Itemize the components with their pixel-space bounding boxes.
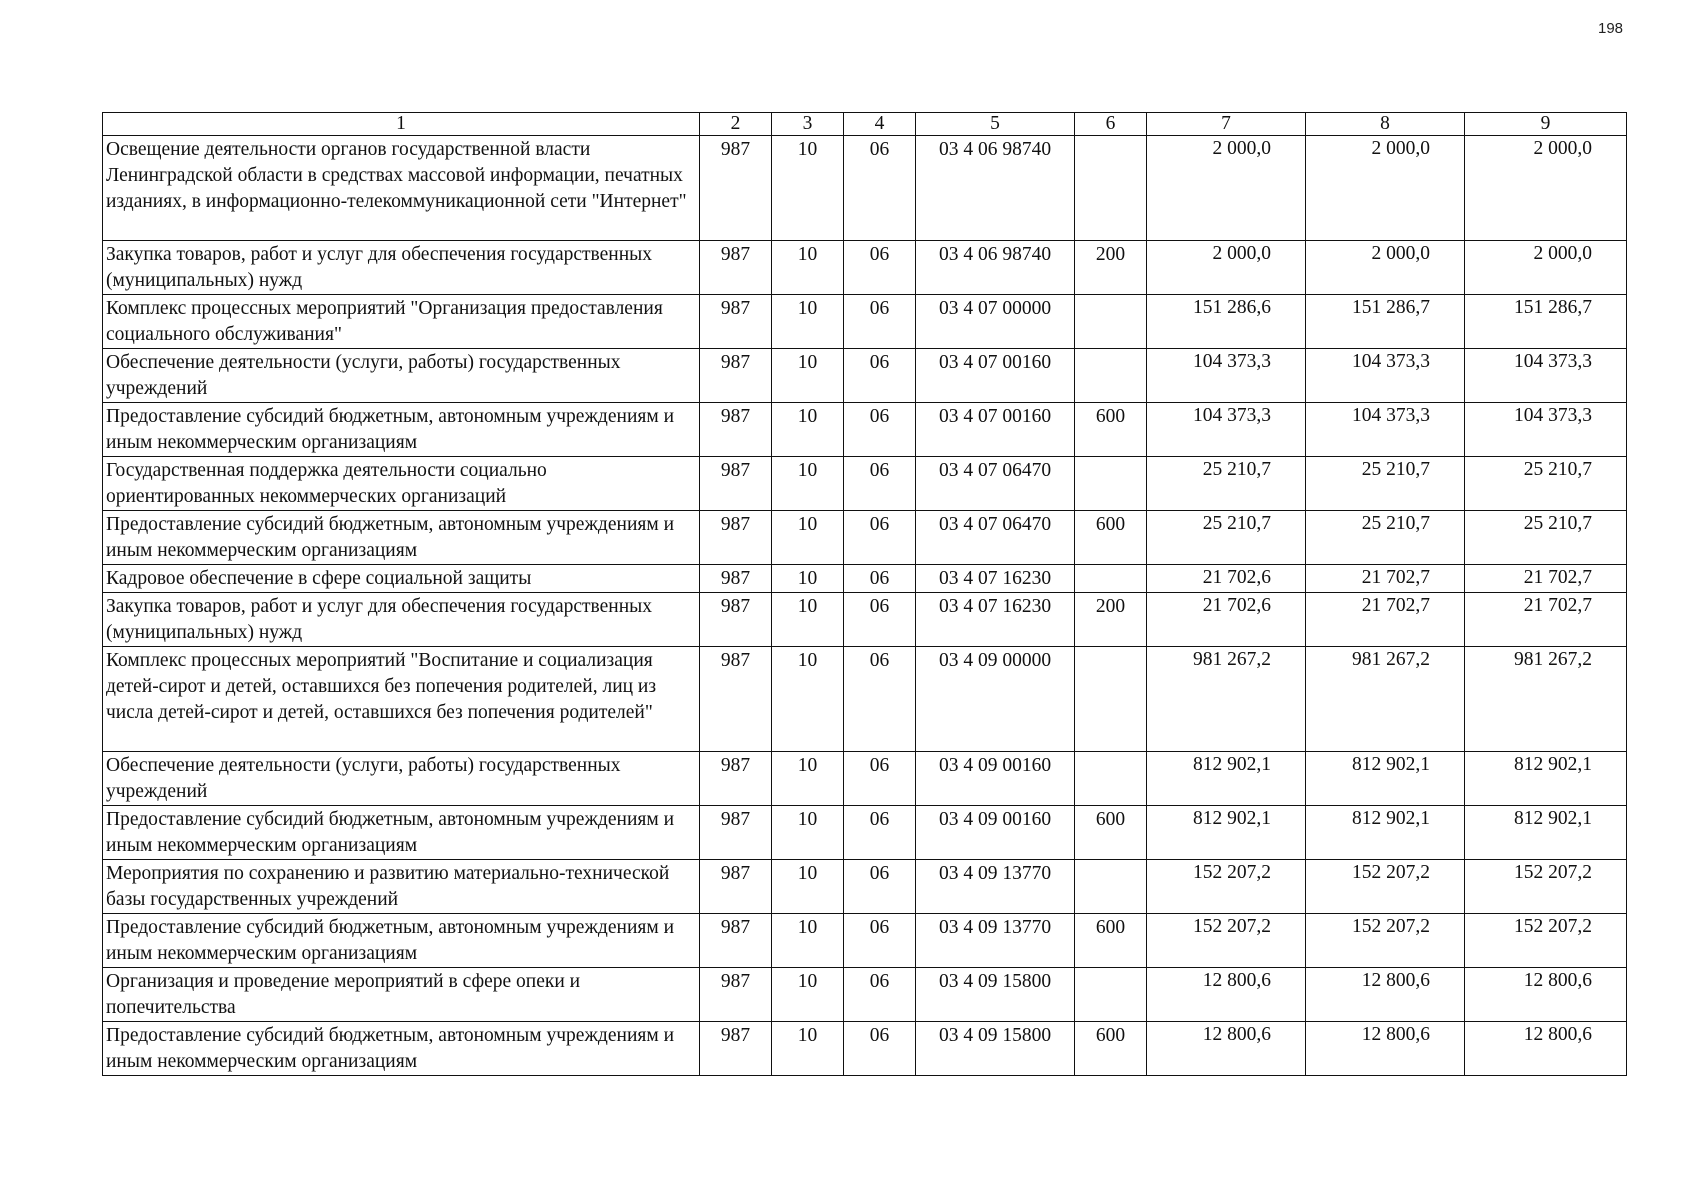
row-section-code: 10 (772, 593, 844, 647)
row-amount-col8: 152 207,2 (1306, 914, 1465, 968)
row-amount-col7: 812 902,1 (1147, 752, 1306, 806)
row-ministry-code: 987 (700, 647, 772, 752)
row-name: Предоставление субсидий бюджетным, автономным учреждениям и иным некоммерческим организациям (103, 914, 700, 968)
row-ministry-code: 987 (700, 457, 772, 511)
row-expense-type (1075, 968, 1147, 1022)
row-subsection-code: 06 (844, 1022, 916, 1076)
row-section-code: 10 (772, 647, 844, 752)
row-amount-col9: 2 000,0 (1465, 136, 1627, 241)
row-ministry-code: 987 (700, 511, 772, 565)
row-name: Комплекс процессных мероприятий "Воспитание и социализация детей-сирот и детей, оставшихся без попечения родителей, лиц из числа детей-сирот и детей, оставшихся без попечения родителей" (103, 647, 700, 752)
row-expense-type (1075, 136, 1147, 241)
row-subsection-code: 06 (844, 565, 916, 593)
row-subsection-code: 06 (844, 136, 916, 241)
row-target-article: 03 4 09 15800 (916, 1022, 1075, 1076)
row-ministry-code: 987 (700, 295, 772, 349)
row-amount-col9: 152 207,2 (1465, 914, 1627, 968)
row-amount-col7: 25 210,7 (1147, 511, 1306, 565)
row-amount-col7: 151 286,6 (1147, 295, 1306, 349)
row-expense-type (1075, 295, 1147, 349)
header-row (103, 113, 1627, 136)
row-section-code: 10 (772, 806, 844, 860)
row-amount-col7: 21 702,6 (1147, 565, 1306, 593)
header-col-9: 9 (1465, 113, 1627, 136)
row-amount-col9: 25 210,7 (1465, 457, 1627, 511)
row-amount-col7: 12 800,6 (1147, 968, 1306, 1022)
row-subsection-code: 06 (844, 752, 916, 806)
row-ministry-code: 987 (700, 806, 772, 860)
row-name: Предоставление субсидий бюджетным, автономным учреждениям и иным некоммерческим организациям (103, 511, 700, 565)
row-target-article: 03 4 09 13770 (916, 860, 1075, 914)
table-header (103, 113, 1627, 136)
row-name: Обеспечение деятельности (услуги, работы) государственных учреждений (103, 349, 700, 403)
header-col-8: 8 (1306, 113, 1465, 136)
row-target-article: 03 4 07 00160 (916, 403, 1075, 457)
row-section-code: 10 (772, 565, 844, 593)
row-name: Освещение деятельности органов государственной власти Ленинградской области в средствах массовой информации, печатных изданиях, в информационно-телекоммуникационной сети "Интернет" (103, 136, 700, 241)
row-target-article: 03 4 06 98740 (916, 241, 1075, 295)
row-ministry-code: 987 (700, 968, 772, 1022)
row-section-code: 10 (772, 403, 844, 457)
row-amount-col7: 152 207,2 (1147, 860, 1306, 914)
row-section-code: 10 (772, 511, 844, 565)
row-amount-col9: 981 267,2 (1465, 647, 1627, 752)
row-expense-type (1075, 457, 1147, 511)
row-amount-col9: 12 800,6 (1465, 968, 1627, 1022)
row-subsection-code: 06 (844, 241, 916, 295)
row-section-code: 10 (772, 860, 844, 914)
table-row (103, 593, 1627, 647)
row-amount-col8: 12 800,6 (1306, 968, 1465, 1022)
row-section-code: 10 (772, 968, 844, 1022)
row-amount-col9: 104 373,3 (1465, 349, 1627, 403)
row-target-article: 03 4 09 15800 (916, 968, 1075, 1022)
table-row (103, 968, 1627, 1022)
row-name: Организация и проведение мероприятий в сфере опеки и попечительства (103, 968, 700, 1022)
row-amount-col9: 812 902,1 (1465, 806, 1627, 860)
header-col-6: 6 (1075, 113, 1147, 136)
row-amount-col9: 2 000,0 (1465, 241, 1627, 295)
row-amount-col9: 21 702,7 (1465, 593, 1627, 647)
row-ministry-code: 987 (700, 593, 772, 647)
row-amount-col8: 21 702,7 (1306, 593, 1465, 647)
row-amount-col8: 21 702,7 (1306, 565, 1465, 593)
table-body (103, 136, 1627, 1076)
row-amount-col7: 12 800,6 (1147, 1022, 1306, 1076)
row-amount-col7: 104 373,3 (1147, 403, 1306, 457)
table-row (103, 241, 1627, 295)
row-amount-col8: 12 800,6 (1306, 1022, 1465, 1076)
row-section-code: 10 (772, 241, 844, 295)
row-amount-col9: 152 207,2 (1465, 860, 1627, 914)
row-amount-col7: 2 000,0 (1147, 241, 1306, 295)
row-amount-col7: 21 702,6 (1147, 593, 1306, 647)
row-target-article: 03 4 09 00000 (916, 647, 1075, 752)
row-amount-col8: 151 286,7 (1306, 295, 1465, 349)
header-col-2: 2 (700, 113, 772, 136)
row-section-code: 10 (772, 914, 844, 968)
row-name: Обеспечение деятельности (услуги, работы) государственных учреждений (103, 752, 700, 806)
row-target-article: 03 4 07 00000 (916, 295, 1075, 349)
row-subsection-code: 06 (844, 349, 916, 403)
row-amount-col9: 12 800,6 (1465, 1022, 1627, 1076)
table-row (103, 403, 1627, 457)
row-ministry-code: 987 (700, 565, 772, 593)
row-name: Кадровое обеспечение в сфере социальной защиты (103, 565, 700, 593)
header-col-4: 4 (844, 113, 916, 136)
row-subsection-code: 06 (844, 647, 916, 752)
page-number: 198 (1598, 20, 1624, 37)
table-row (103, 295, 1627, 349)
table-row (103, 647, 1627, 752)
row-expense-type: 600 (1075, 511, 1147, 565)
row-amount-col7: 981 267,2 (1147, 647, 1306, 752)
row-ministry-code: 987 (700, 136, 772, 241)
row-amount-col8: 25 210,7 (1306, 457, 1465, 511)
row-expense-type: 600 (1075, 403, 1147, 457)
row-subsection-code: 06 (844, 593, 916, 647)
row-section-code: 10 (772, 136, 844, 241)
row-target-article: 03 4 09 13770 (916, 914, 1075, 968)
row-amount-col8: 812 902,1 (1306, 752, 1465, 806)
table-row (103, 914, 1627, 968)
row-expense-type: 600 (1075, 914, 1147, 968)
row-ministry-code: 987 (700, 752, 772, 806)
row-ministry-code: 987 (700, 860, 772, 914)
row-ministry-code: 987 (700, 1022, 772, 1076)
row-subsection-code: 06 (844, 914, 916, 968)
row-amount-col8: 104 373,3 (1306, 403, 1465, 457)
row-amount-col9: 151 286,7 (1465, 295, 1627, 349)
row-section-code: 10 (772, 457, 844, 511)
row-ministry-code: 987 (700, 241, 772, 295)
row-expense-type (1075, 860, 1147, 914)
row-name: Закупка товаров, работ и услуг для обеспечения государственных (муниципальных) нужд (103, 593, 700, 647)
row-target-article: 03 4 07 00160 (916, 349, 1075, 403)
table-row (103, 565, 1627, 593)
row-section-code: 10 (772, 295, 844, 349)
row-amount-col7: 25 210,7 (1147, 457, 1306, 511)
row-expense-type (1075, 349, 1147, 403)
table-row (103, 806, 1627, 860)
table-row (103, 349, 1627, 403)
row-name: Комплекс процессных мероприятий "Организация предоставления социального обслуживания" (103, 295, 700, 349)
row-subsection-code: 06 (844, 295, 916, 349)
row-name: Предоставление субсидий бюджетным, автономным учреждениям и иным некоммерческим организациям (103, 806, 700, 860)
row-expense-type (1075, 647, 1147, 752)
row-amount-col7: 104 373,3 (1147, 349, 1306, 403)
row-expense-type: 600 (1075, 806, 1147, 860)
row-name: Закупка товаров, работ и услуг для обеспечения государственных (муниципальных) нужд (103, 241, 700, 295)
row-target-article: 03 4 06 98740 (916, 136, 1075, 241)
row-amount-col9: 812 902,1 (1465, 752, 1627, 806)
row-amount-col7: 152 207,2 (1147, 914, 1306, 968)
row-name: Предоставление субсидий бюджетным, автономным учреждениям и иным некоммерческим организациям (103, 403, 700, 457)
row-amount-col8: 152 207,2 (1306, 860, 1465, 914)
row-expense-type: 200 (1075, 241, 1147, 295)
row-section-code: 10 (772, 1022, 844, 1076)
table-row (103, 860, 1627, 914)
row-name: Мероприятия по сохранению и развитию материально-технической базы государственных учреждений (103, 860, 700, 914)
row-amount-col7: 2 000,0 (1147, 136, 1306, 241)
row-amount-col9: 104 373,3 (1465, 403, 1627, 457)
row-name: Предоставление субсидий бюджетным, автономным учреждениям и иным некоммерческим организациям (103, 1022, 700, 1076)
row-ministry-code: 987 (700, 349, 772, 403)
row-section-code: 10 (772, 349, 844, 403)
row-expense-type (1075, 565, 1147, 593)
table-row (103, 1022, 1627, 1076)
row-amount-col8: 2 000,0 (1306, 136, 1465, 241)
row-expense-type: 200 (1075, 593, 1147, 647)
row-amount-col8: 2 000,0 (1306, 241, 1465, 295)
row-name: Государственная поддержка деятельности социально ориентированных некоммерческих организаций (103, 457, 700, 511)
row-target-article: 03 4 07 16230 (916, 593, 1075, 647)
header-col-7: 7 (1147, 113, 1306, 136)
row-amount-col8: 104 373,3 (1306, 349, 1465, 403)
row-amount-col7: 812 902,1 (1147, 806, 1306, 860)
row-ministry-code: 987 (700, 403, 772, 457)
row-amount-col8: 812 902,1 (1306, 806, 1465, 860)
row-amount-col9: 25 210,7 (1465, 511, 1627, 565)
table-row (103, 752, 1627, 806)
row-subsection-code: 06 (844, 511, 916, 565)
row-subsection-code: 06 (844, 457, 916, 511)
budget-table (102, 112, 1627, 1076)
row-subsection-code: 06 (844, 968, 916, 1022)
row-target-article: 03 4 09 00160 (916, 752, 1075, 806)
row-section-code: 10 (772, 752, 844, 806)
row-target-article: 03 4 07 16230 (916, 565, 1075, 593)
header-col-3: 3 (772, 113, 844, 136)
row-expense-type: 600 (1075, 1022, 1147, 1076)
table-row (103, 511, 1627, 565)
row-ministry-code: 987 (700, 914, 772, 968)
row-subsection-code: 06 (844, 403, 916, 457)
table-row (103, 136, 1627, 241)
row-amount-col8: 981 267,2 (1306, 647, 1465, 752)
row-subsection-code: 06 (844, 860, 916, 914)
row-target-article: 03 4 07 06470 (916, 457, 1075, 511)
table-row (103, 457, 1627, 511)
row-amount-col8: 25 210,7 (1306, 511, 1465, 565)
row-target-article: 03 4 07 06470 (916, 511, 1075, 565)
row-amount-col9: 21 702,7 (1465, 565, 1627, 593)
row-expense-type (1075, 752, 1147, 806)
row-target-article: 03 4 09 00160 (916, 806, 1075, 860)
header-col-5: 5 (916, 113, 1075, 136)
header-col-1: 1 (103, 113, 700, 136)
row-subsection-code: 06 (844, 806, 916, 860)
